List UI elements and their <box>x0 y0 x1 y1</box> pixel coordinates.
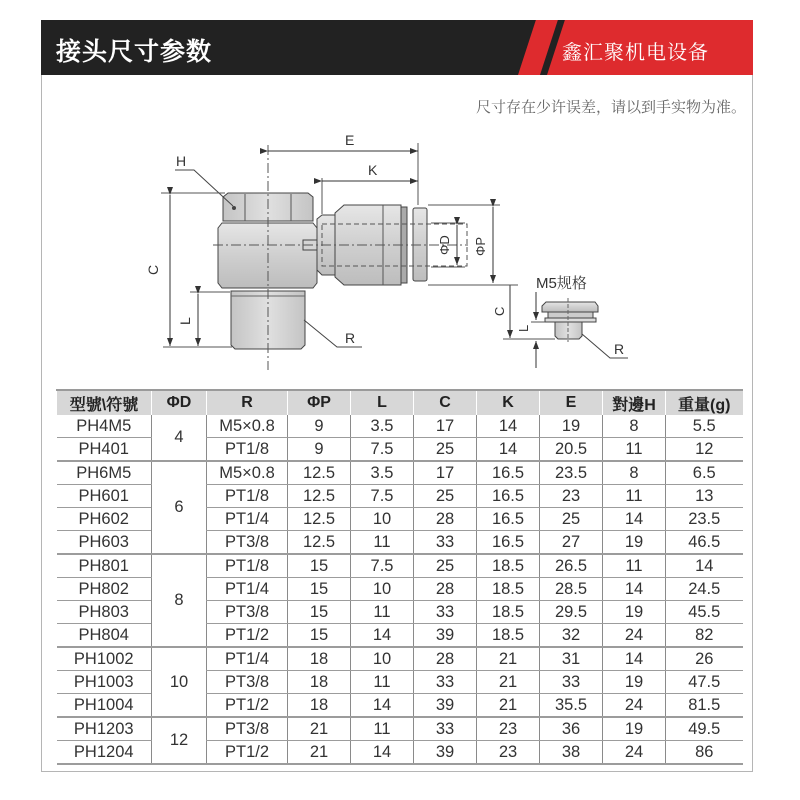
brand-name: 鑫汇聚机电设备 <box>562 40 709 64</box>
cell-k: 21 <box>477 647 540 671</box>
cell-weight: 82 <box>666 624 743 648</box>
cell-e: 29.5 <box>540 601 603 624</box>
cell-h: 19 <box>603 717 666 741</box>
cell-p: 12.5 <box>288 531 351 555</box>
cell-weight: 49.5 <box>666 717 743 741</box>
cell-p: 9 <box>288 415 351 438</box>
col-model: 型號\符號 <box>57 390 152 415</box>
cell-c: 17 <box>414 461 477 485</box>
cell-p: 15 <box>288 554 351 578</box>
table-row <box>57 717 743 741</box>
cell-k: 23 <box>477 717 540 741</box>
cell-model: PH1004 <box>57 694 152 718</box>
svg-text:R: R <box>614 341 625 357</box>
cell-p: 18 <box>288 671 351 694</box>
svg-text:C: C <box>145 264 161 275</box>
col-h: 對邊H <box>603 390 666 415</box>
cell-e: 26.5 <box>540 554 603 578</box>
cell-k: 21 <box>477 671 540 694</box>
cell-h: 14 <box>603 578 666 601</box>
cell-p: 21 <box>288 717 351 741</box>
cell-l: 11 <box>351 671 414 694</box>
cell-r: PT1/8 <box>207 554 288 578</box>
cell-model: PH803 <box>57 601 152 624</box>
cell-h: 24 <box>603 694 666 718</box>
cell-model: PH1002 <box>57 647 152 671</box>
cell-k: 14 <box>477 438 540 462</box>
cell-p: 18 <box>288 647 351 671</box>
cell-c: 25 <box>414 485 477 508</box>
cell-model: PH801 <box>57 554 152 578</box>
cell-r: PT1/4 <box>207 578 288 601</box>
cell-weight: 46.5 <box>666 531 743 555</box>
cell-d: 12 <box>152 717 207 764</box>
fitting-drawing <box>0 0 800 380</box>
cell-r: PT1/8 <box>207 485 288 508</box>
cell-l: 7.5 <box>351 438 414 462</box>
col-p: ΦP <box>288 390 351 415</box>
cell-r: M5×0.8 <box>207 415 288 438</box>
cell-p: 12.5 <box>288 485 351 508</box>
cell-p: 21 <box>288 741 351 765</box>
svg-text:ΦP: ΦP <box>473 236 488 256</box>
cell-weight: 47.5 <box>666 671 743 694</box>
cell-r: M5×0.8 <box>207 461 288 485</box>
cell-weight: 12 <box>666 438 743 462</box>
tolerance-note: 尺寸存在少许误差，请以到手实物为准。 <box>475 98 746 116</box>
cell-p: 9 <box>288 438 351 462</box>
cell-r: PT3/8 <box>207 531 288 555</box>
cell-h: 11 <box>603 438 666 462</box>
table-header-row <box>57 390 743 415</box>
cell-l: 14 <box>351 694 414 718</box>
cell-d: 4 <box>152 415 207 461</box>
cell-d: 8 <box>152 554 207 647</box>
cell-l: 7.5 <box>351 554 414 578</box>
col-r: R <box>207 390 288 415</box>
cell-e: 20.5 <box>540 438 603 462</box>
cell-l: 10 <box>351 578 414 601</box>
cell-c: 33 <box>414 717 477 741</box>
table-row <box>57 461 743 485</box>
col-weight: 重量(g) <box>666 390 743 415</box>
cell-c: 25 <box>414 438 477 462</box>
cell-h: 8 <box>603 415 666 438</box>
cell-l: 10 <box>351 508 414 531</box>
cell-p: 15 <box>288 578 351 601</box>
cell-r: PT3/8 <box>207 671 288 694</box>
col-d: ΦD <box>152 390 207 415</box>
cell-model: PH603 <box>57 531 152 555</box>
cell-k: 16.5 <box>477 508 540 531</box>
cell-c: 28 <box>414 508 477 531</box>
cell-model: PH602 <box>57 508 152 531</box>
col-k: K <box>477 390 540 415</box>
cell-p: 15 <box>288 601 351 624</box>
cell-weight: 26 <box>666 647 743 671</box>
cell-e: 19 <box>540 415 603 438</box>
col-e: E <box>540 390 603 415</box>
cell-l: 11 <box>351 601 414 624</box>
cell-k: 18.5 <box>477 624 540 648</box>
svg-text:L: L <box>177 317 193 325</box>
svg-text:L: L <box>516 324 531 332</box>
cell-l: 7.5 <box>351 485 414 508</box>
cell-d: 6 <box>152 461 207 554</box>
col-c: C <box>414 390 477 415</box>
cell-weight: 6.5 <box>666 461 743 485</box>
cell-weight: 14 <box>666 554 743 578</box>
cell-p: 12.5 <box>288 461 351 485</box>
cell-c: 25 <box>414 554 477 578</box>
table-body <box>57 415 743 764</box>
cell-r: PT3/8 <box>207 601 288 624</box>
cell-e: 23.5 <box>540 461 603 485</box>
cell-model: PH802 <box>57 578 152 601</box>
cell-c: 33 <box>414 671 477 694</box>
cell-l: 10 <box>351 647 414 671</box>
cell-k: 16.5 <box>477 531 540 555</box>
col-l: L <box>351 390 414 415</box>
table-row <box>57 415 743 438</box>
cell-weight: 13 <box>666 485 743 508</box>
cell-c: 17 <box>414 415 477 438</box>
cell-model: PH804 <box>57 624 152 648</box>
cell-r: PT1/8 <box>207 438 288 462</box>
cell-p: 15 <box>288 624 351 648</box>
cell-e: 23 <box>540 485 603 508</box>
cell-model: PH1204 <box>57 741 152 765</box>
cell-model: PH601 <box>57 485 152 508</box>
cell-l: 11 <box>351 717 414 741</box>
svg-text:E: E <box>345 132 355 148</box>
cell-k: 14 <box>477 415 540 438</box>
svg-text:K: K <box>368 162 378 178</box>
cell-k: 18.5 <box>477 554 540 578</box>
cell-e: 35.5 <box>540 694 603 718</box>
cell-k: 18.5 <box>477 601 540 624</box>
cell-e: 38 <box>540 741 603 765</box>
svg-text:M5规格: M5规格 <box>536 275 587 292</box>
cell-p: 12.5 <box>288 508 351 531</box>
cell-r: PT1/4 <box>207 647 288 671</box>
cell-weight: 5.5 <box>666 415 743 438</box>
cell-model: PH4M5 <box>57 415 152 438</box>
cell-r: PT1/2 <box>207 624 288 648</box>
cell-model: PH401 <box>57 438 152 462</box>
cell-c: 39 <box>414 741 477 765</box>
cell-h: 19 <box>603 531 666 555</box>
cell-k: 16.5 <box>477 461 540 485</box>
cell-weight: 23.5 <box>666 508 743 531</box>
cell-h: 11 <box>603 554 666 578</box>
cell-e: 25 <box>540 508 603 531</box>
cell-h: 14 <box>603 647 666 671</box>
cell-l: 3.5 <box>351 415 414 438</box>
cell-l: 14 <box>351 624 414 648</box>
svg-text:H: H <box>176 153 187 169</box>
cell-r: PT1/2 <box>207 694 288 718</box>
cell-e: 32 <box>540 624 603 648</box>
spec-table <box>56 389 743 765</box>
cell-weight: 45.5 <box>666 601 743 624</box>
cell-h: 11 <box>603 485 666 508</box>
svg-text:ΦD: ΦD <box>437 235 452 255</box>
page-title: 接头尺寸参数 <box>56 37 213 66</box>
cell-e: 27 <box>540 531 603 555</box>
cell-r: PT3/8 <box>207 717 288 741</box>
svg-text:C: C <box>492 306 507 316</box>
cell-h: 24 <box>603 624 666 648</box>
cell-h: 19 <box>603 601 666 624</box>
cell-l: 3.5 <box>351 461 414 485</box>
cell-l: 11 <box>351 531 414 555</box>
cell-h: 14 <box>603 508 666 531</box>
cell-c: 39 <box>414 624 477 648</box>
cell-h: 24 <box>603 741 666 765</box>
cell-c: 28 <box>414 647 477 671</box>
cell-h: 19 <box>603 671 666 694</box>
cell-k: 23 <box>477 741 540 765</box>
cell-model: PH1003 <box>57 671 152 694</box>
cell-c: 33 <box>414 531 477 555</box>
cell-r: PT1/4 <box>207 508 288 531</box>
cell-model: PH1203 <box>57 717 152 741</box>
cell-e: 31 <box>540 647 603 671</box>
cell-k: 16.5 <box>477 485 540 508</box>
cell-p: 18 <box>288 694 351 718</box>
cell-e: 28.5 <box>540 578 603 601</box>
cell-c: 33 <box>414 601 477 624</box>
cell-weight: 81.5 <box>666 694 743 718</box>
cell-weight: 24.5 <box>666 578 743 601</box>
cell-model: PH6M5 <box>57 461 152 485</box>
cell-weight: 86 <box>666 741 743 765</box>
cell-k: 18.5 <box>477 578 540 601</box>
table-row <box>57 554 743 578</box>
cell-h: 8 <box>603 461 666 485</box>
cell-c: 28 <box>414 578 477 601</box>
table-row <box>57 647 743 671</box>
cell-l: 14 <box>351 741 414 765</box>
cell-d: 10 <box>152 647 207 717</box>
cell-r: PT1/2 <box>207 741 288 765</box>
svg-text:R: R <box>345 330 356 346</box>
cell-e: 36 <box>540 717 603 741</box>
cell-e: 33 <box>540 671 603 694</box>
cell-c: 39 <box>414 694 477 718</box>
cell-k: 21 <box>477 694 540 718</box>
